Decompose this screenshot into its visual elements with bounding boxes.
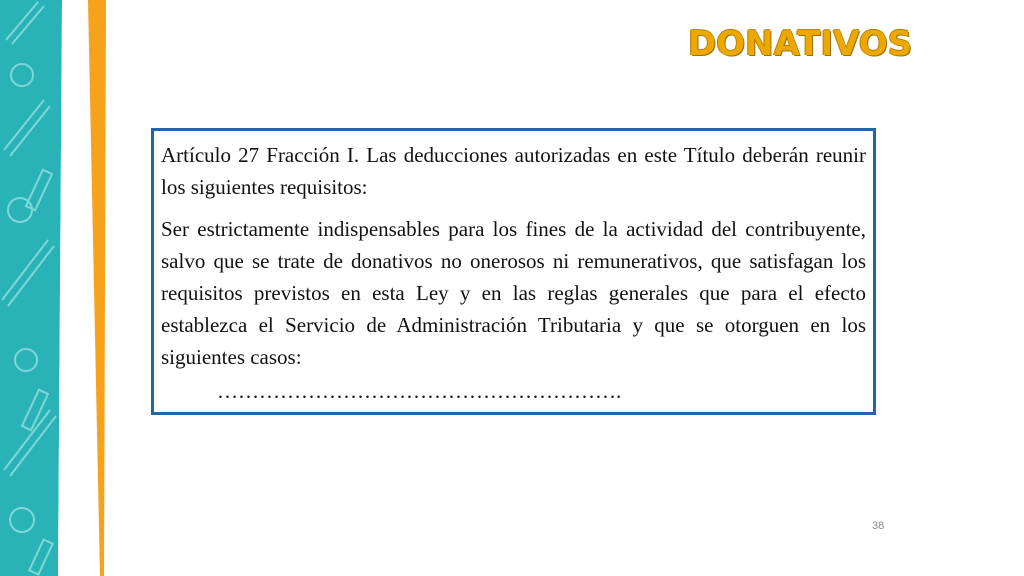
article-body: Ser estrictamente indispensables para los fines de la actividad del contribuyente, salvo que se trate de donativos no onerosos ni remunerativos, que satisfagan los requisitos previstos en esta Ley y en las reglas generales que para el efecto establezca el Servicio de Administración Tributaria y que se otorguen en los siguientes casos: bbox=[161, 217, 866, 369]
teal-band bbox=[0, 0, 62, 576]
article-text-box bbox=[151, 128, 876, 415]
school-doodle-pattern bbox=[0, 0, 110, 576]
ellipsis-line: …………………………………………………. bbox=[217, 379, 622, 403]
decorative-side-band bbox=[0, 0, 110, 576]
page-number: 38 bbox=[872, 520, 885, 532]
article-intro: Artículo 27 Fracción I. Las deducciones autorizadas en este Título deberán reunir los siguientes requisitos: bbox=[161, 143, 866, 199]
slide-title: DONATIVOS bbox=[688, 24, 913, 64]
